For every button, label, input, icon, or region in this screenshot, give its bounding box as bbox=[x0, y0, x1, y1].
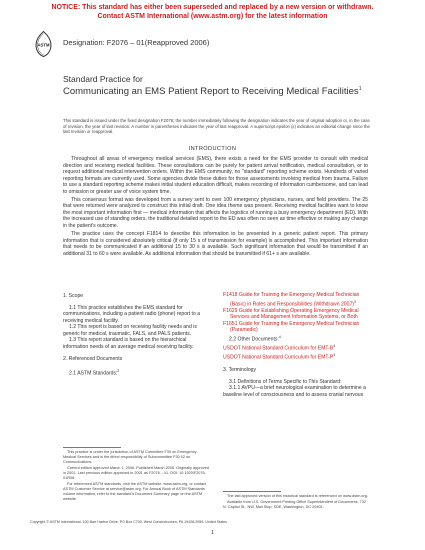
footnotes-left bbox=[63, 450, 209, 503]
reference-f1629 bbox=[223, 308, 369, 321]
page-number: 1 bbox=[210, 530, 215, 536]
terminology-3-1-1: 3.1.1 AVPU—a brief neurological examination to determine a baseline level of consciousness and to assess cranial nervous bbox=[223, 385, 366, 398]
footnote: This practice is under the jurisdiction of ASTM Committee F30 on Emergency Medical Services and is the direct responsibility of Subcommittee F30.02 on Communications. bbox=[63, 450, 197, 464]
scope-1-2: 1.2 This report is based on receiving facility needs and is generic for medical, traumatic, FALS, and PALS patients. bbox=[63, 324, 197, 337]
right-column bbox=[223, 292, 369, 398]
reference-usdot-b bbox=[223, 343, 369, 352]
footnote-mark: 2 bbox=[117, 368, 120, 373]
footnote-mark: 3 bbox=[354, 299, 356, 304]
designation: Designation: F2076 – 01(Reapproved 2006) bbox=[63, 38, 210, 47]
astm-logo-icon bbox=[35, 31, 52, 57]
fixed-designation-note: This standard is issued under the fixed designation F2076; the number immediately following the designation indicates the year of original adoption or, in the case of revision, the year of last revision. A number in parentheses indicates the year of last reapproval. A superscript epsilon (ε) indicates an editorial change since the last revision or reapproval. bbox=[63, 118, 370, 135]
intro-paragraph: Throughout all areas of emergency medical services (EMS), there exists a need for the EMS provider to consult with medical direction and receiving medical facilities. These consultations can be purely for patient arrival notification, medical consultation, or to request additional medical intervention orders. Within the EMS community, no "standard" reporting scheme exists. Hundreds of varied reporting formats are currently used. Some agencies divide these duties for those assessments involving medical from trauma. Failure to use a standard reporting scheme makes initial student education difficult, makes recording of information cumbersome, and can lead to omission or greater use of voice system time. bbox=[63, 156, 368, 195]
references-heading: 2. Referenced Documents bbox=[63, 356, 123, 362]
intro-paragraph: The practice uses the concept F1814 to describe this information to be presented in a generic patient report. This primary information that is considered absolutely critical (if only 15 s of transmission for example) is accomplished. This important information that needs to be communicated if an additional 15 to 30 s is available. Such significant information that would be transmitted if an additional 31 to 60 s were available. As additional information that should be transmitted if 61+ s are available. bbox=[63, 231, 368, 257]
reference-link-usdot-p[interactable]: USDOT National Standard Curriculum for EMT-P bbox=[223, 354, 334, 361]
terminology-heading: 3. Terminology bbox=[223, 367, 257, 374]
footnote-mark: 4 bbox=[333, 343, 336, 348]
title-footnote-mark: 1 bbox=[358, 86, 362, 92]
footnote: Current edition approved March 1, 2006. Published March 2006. Originally approved in 2001. Last previous edition approved in 2001 as F2076 – 01. DOI: 10.1520/F2076-01R06. bbox=[63, 466, 209, 480]
terminology-3-1: 3.1 Definitions of Terms Specific to This Standard: bbox=[229, 378, 342, 385]
superseded-notice bbox=[0, 4, 425, 21]
footnote: Available from U.S. Government Printing Office Superintendent of Documents, 732 N. Capitol St., NW, Mail Stop: SDE, Washington, DC 20401. bbox=[223, 500, 366, 509]
reference-link-usdot-b[interactable]: USDOT National Standard Curriculum for EMT-B bbox=[223, 345, 334, 352]
reference-f1418 bbox=[223, 292, 369, 308]
title-prefix: Standard Practice for bbox=[63, 74, 143, 84]
reference-link-f1629[interactable]: F1629 Guide for Establishing Operating Emergency Medical Services and Management Information Systems, or Both bbox=[223, 307, 359, 321]
notice-line-1: NOTICE: This standard has either been superseded and replaced by a new version or withdrawn. bbox=[51, 4, 374, 11]
reference-link-f1651[interactable]: F1651 Guide for Training the Emergency Medical Technician (Paramedic) bbox=[223, 320, 360, 334]
astm-standards-label bbox=[63, 368, 209, 377]
other-documents-label bbox=[223, 334, 369, 343]
scope-1-3: 1.3 This report standard is based on the hierarchical information needs of an average medical receiving facility. bbox=[63, 337, 194, 350]
footnote-mark: 4 bbox=[278, 334, 281, 339]
footnotes-right bbox=[223, 494, 369, 511]
footnote-divider bbox=[63, 447, 121, 448]
document-title bbox=[63, 84, 363, 97]
scope-heading: 1. Scope bbox=[63, 293, 84, 299]
reference-usdot-p bbox=[223, 352, 369, 361]
notice-line-2: Contact ASTM International (www.astm.org) for the latest information bbox=[97, 12, 328, 20]
introduction-body bbox=[63, 156, 368, 259]
scope-1-1: 1.1 This practice establishes the EMS standard for communications, including a patient radio (phone) report to a receiving medical facility. bbox=[63, 304, 201, 324]
reference-f1651 bbox=[223, 321, 369, 334]
footnote-mark: 4 bbox=[333, 353, 336, 358]
left-column bbox=[63, 293, 209, 377]
other-documents-text: 2.2 Other Documents: bbox=[229, 336, 279, 343]
copyright-footer: Copyright © ASTM International, 100 Barr Harbor Drive, PO Box C700, West Conshohocken, PA 19428-2959. United States bbox=[30, 520, 227, 524]
title-main: Communicating an EMS Patient Report to Receiving Medical Facilities bbox=[63, 86, 359, 98]
svg-text:ASTM: ASTM bbox=[37, 42, 50, 48]
footnote: For referenced ASTM standards, visit the ASTM website, www.astm.org, or contact ASTM Customer Service at service@astm.org. For Annual Book of ASTM Standards volume information, refer to the standard's Document Summary page on the ASTM website. bbox=[63, 482, 207, 501]
introduction-heading: INTRODUCTION bbox=[188, 146, 237, 152]
astm-standards-text: 2.1 ASTM Standards: bbox=[69, 370, 118, 377]
footnote: The last approved version of this historical standard is referenced on www.astm.org. bbox=[227, 494, 368, 498]
footnote-divider bbox=[223, 491, 281, 492]
reference-link-f1418[interactable]: F1418 Guide for Training the Emergency Medical Technician (Basic) in Roles and Responsibilities (Withdrawn 2007) bbox=[223, 292, 360, 308]
intro-paragraph: This consensus format was developed from a survey sent to over 100 emergency physicians, nurses, and field providers. The 25 that were returned were analyzed to construct this initial draft. One idea theme was present. Receiving medical facilities want to know the most important information first — medical information that affects the logistics of running a busy emergency department (ED). With the increased use of standing orders, the traditional detailed report to the ED was often no seen as time effective or making any change in the patient's outcome. bbox=[63, 196, 368, 229]
